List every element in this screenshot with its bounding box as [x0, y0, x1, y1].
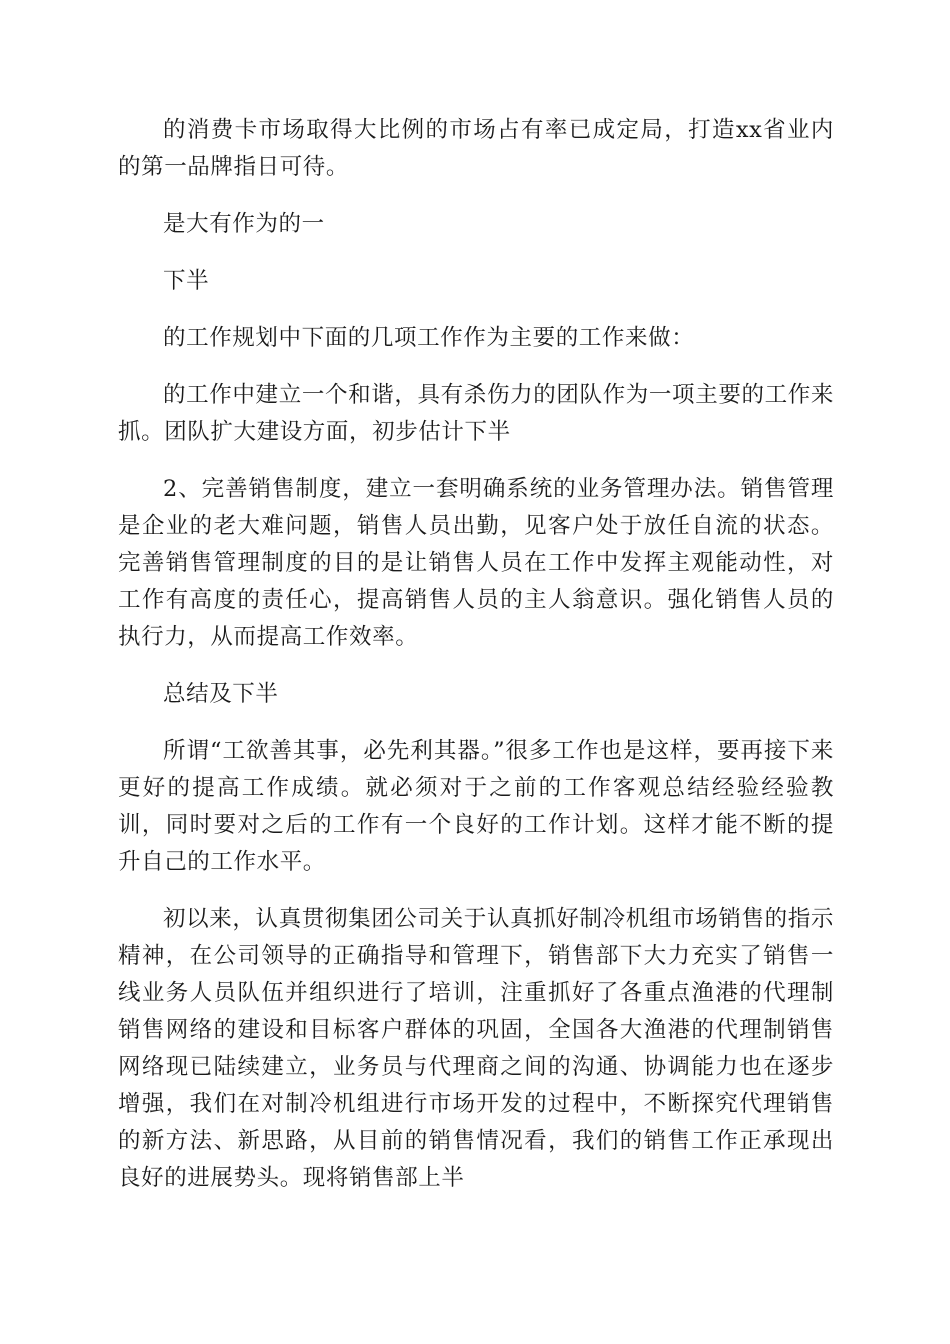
paragraph-8: 所谓“工欲善其事，必先利其器。”很多工作也是这样，要再接下来更好的提高工作成绩。就必须对于之前的工作客观总结经验经验教训，同时要对之后的工作有一个良好的工作计划。这样才能不断的提升自己的工作水平。 [118, 738, 834, 875]
paragraph-7: 总结及下半 [163, 681, 279, 707]
paragraph-6: 2、完善销售制度，建立一套明确系统的业务管理办法。销售管理是企业的老大难问题，销售人员出勤，见客户处于放任自流的状态。完善销售管理制度的目的是让销售人员在工作中发挥主观能动性，对工作有高度的责任心，提高销售人员的主人翁意识。强化销售人员的执行力，从而提高工作效率。 [118, 476, 834, 650]
document-body [118, 112, 834, 1217]
paragraph-2: 是大有作为的一 [163, 211, 325, 237]
paragraph-4: 的工作规划中下面的几项工作作为主要的工作来做： [163, 325, 695, 351]
paragraph-1: 的消费卡市场取得大比例的市场占有率已成定局，打造xx省业内的第一品牌指日可待。 [118, 117, 834, 180]
paragraph-3: 下半 [163, 268, 210, 294]
paragraph-9: 初以来，认真贯彻集团公司关于认真抓好制冷机组市场销售的指示精神，在公司领导的正确指导和管理下，销售部下大力充实了销售一线业务人员队伍并组织进行了培训，注重抓好了各重点渔港的代理制销售网络的建设和目标客户群体的巩固，全国各大渔港的代理制销售网络现已陆续建立，业务员与代理商之间的沟通、协调能力也在逐步增强，我们在对制冷机组进行市场开发的过程中，不断探究代理销售的新方法、新思路，从目前的销售情况看，我们的销售工作正承现出良好的进展势头。现将销售部上半 [118, 906, 834, 1191]
paragraph-5: 的工作中建立一个和谐，具有杀伤力的团队作为一项主要的工作来抓。团队扩大建设方面，初步估计下半 [118, 382, 834, 445]
